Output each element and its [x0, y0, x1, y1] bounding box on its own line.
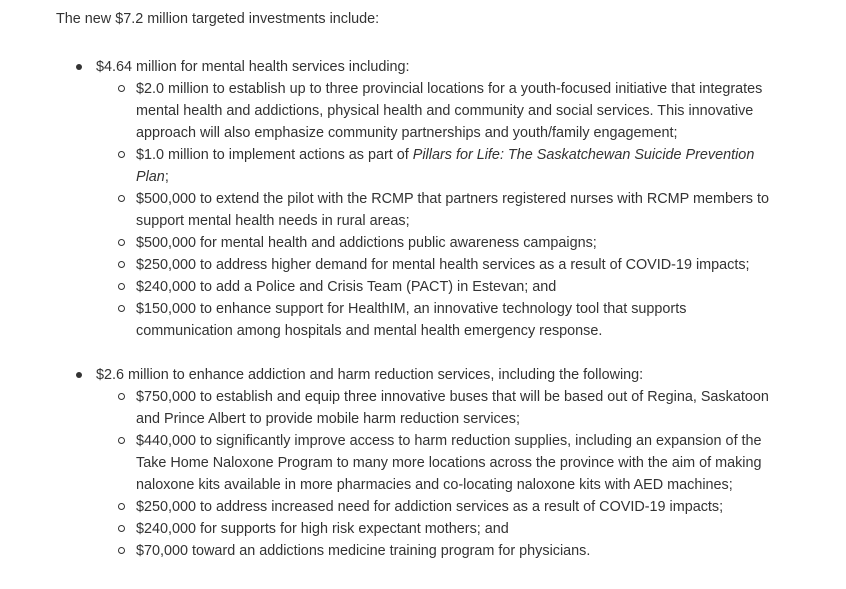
investment-list [56, 56, 826, 562]
list-item [96, 540, 826, 562]
section-mental-health [56, 56, 826, 342]
intro-text: The new $7.2 million targeted investments include: [56, 11, 380, 27]
list-item [96, 518, 826, 540]
section-heading: $4.64 million for mental health services including: [96, 59, 410, 75]
list-item [96, 254, 826, 276]
list-item [96, 188, 826, 232]
list-item [96, 232, 826, 254]
plan-title: Pillars for Life: The Saskatchewan Suicide Prevention Plan [136, 147, 755, 185]
bullet-circle-icon [118, 239, 125, 246]
list-item [96, 496, 826, 518]
list-item [96, 298, 826, 342]
list-item-text: $250,000 to address higher demand for mental health services as a result of COVID-19 impacts; [136, 257, 750, 273]
list-item [96, 144, 826, 188]
list-item-text: $240,000 to add a Police and Crisis Team (PACT) in Estevan; and [136, 279, 557, 295]
list-item-text: $250,000 to address increased need for addiction services as a result of COVID-19 impacts; [136, 499, 724, 515]
bullet-circle-icon [118, 437, 125, 444]
list-item-text: $750,000 to establish and equip three innovative buses that will be based out of Regina, Saskatoon and Prince Albert to provide mobile harm reduction services; [136, 389, 769, 427]
list-item [96, 78, 826, 144]
bullet-disc-icon [76, 372, 82, 378]
sub-item-list [96, 78, 826, 342]
bullet-circle-icon [118, 85, 125, 92]
section-addiction-harm-reduction [56, 364, 826, 562]
list-item-text: $2.0 million to establish up to three provincial locations for a youth-focused initiative that integrates mental health and addictions, physical health and community and social services. This innovative approach will also emphasize community partnerships and youth/family engagement; [136, 81, 763, 141]
list-item-text: $150,000 to enhance support for HealthIM, an innovative technology tool that supports communication among hospitals and mental health emergency response. [136, 301, 687, 339]
bullet-circle-icon [118, 393, 125, 400]
bullet-circle-icon [118, 261, 125, 268]
list-item-text: $500,000 to extend the pilot with the RCMP that partners registered nurses with RCMP members to support mental health needs in rural areas; [136, 191, 769, 229]
sub-item-list [96, 386, 826, 562]
bullet-circle-icon [118, 547, 125, 554]
list-item-text: $440,000 to significantly improve access to harm reduction supplies, including an expansion of the Take Home Naloxone Program to many more locations across the province with the aim of making naloxone kits available in more pharmacies and co-locating naloxone kits with AED machines; [136, 433, 762, 493]
list-item [96, 276, 826, 298]
bullet-circle-icon [118, 305, 125, 312]
list-item-text-after: ; [164, 169, 169, 185]
bullet-disc-icon [76, 64, 82, 70]
bullet-circle-icon [118, 525, 125, 532]
list-item-text: $70,000 toward an addictions medicine training program for physicians. [136, 543, 591, 559]
bullet-circle-icon [118, 195, 125, 202]
bullet-circle-icon [118, 503, 125, 510]
section-heading: $2.6 million to enhance addiction and harm reduction services, including the following: [96, 367, 644, 383]
bullet-circle-icon [118, 283, 125, 290]
list-item-text [136, 147, 754, 185]
list-item-text: $500,000 for mental health and addictions public awareness campaigns; [136, 235, 597, 251]
list-item-text-before: $1.0 million to implement actions as part of [136, 147, 413, 163]
list-item-text: $240,000 for supports for high risk expectant mothers; and [136, 521, 509, 537]
list-item [96, 430, 826, 496]
list-item [96, 386, 826, 430]
bullet-circle-icon [118, 151, 125, 158]
